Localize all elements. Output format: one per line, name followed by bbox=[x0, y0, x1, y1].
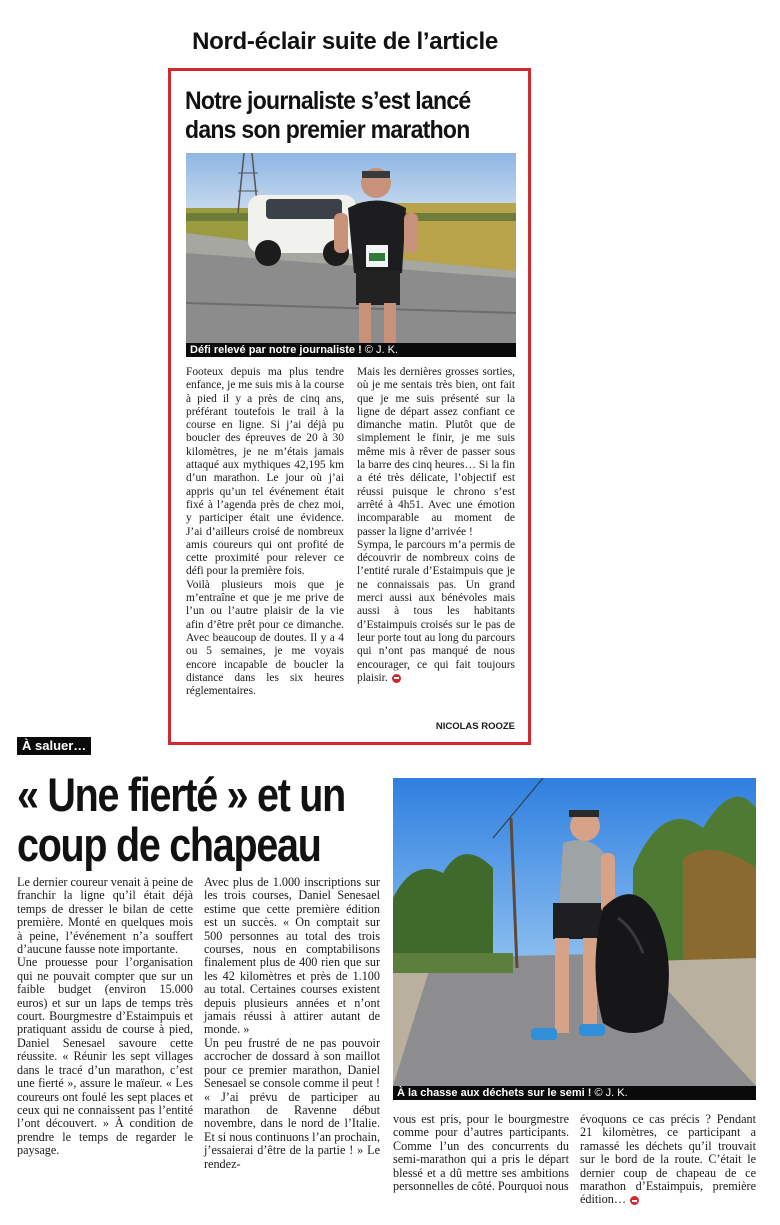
article1-box bbox=[168, 68, 531, 745]
article1-photo bbox=[186, 153, 516, 345]
paragraph: Footeux depuis ma plus tendre enfance, je me suis mis à la course à pied il y a près de cinq ans, préférant toutefois le trail à la course en ligne. Si j’ai déjà pu boucler des épreuves de 20 à 30 kilomètres, je ne m’étais jamais attaqué aux mythiques 42,195 km d’un marathon. Le jour où j’ai appris qu’un tel événement était fixé à l’agenda près de chez moi, y participer était une évidence. J’ai d’ailleurs croisé de nombreux amis coureurs qui ont profité de cette proximité pour relever ce défi pour la première fois. bbox=[186, 366, 344, 578]
paragraph-text: Sympa, le parcours m’a permis de découvrir de nombreux coins de l’entité rurale d’Estaimpuis que je ne connaissais pas. Un grand merci aussi aux bénévoles mais aussi à tous les habitants d’Estaimpuis croisés sur le pas de leur porte tout au long du parcours qui n’ont pas manqué de nous encourager, ce qui fait toujours plaisir. bbox=[357, 538, 515, 684]
paragraph: Avec plus de 1.000 inscriptions sur les trois courses, Daniel Senesael estime que cette première édition est un succès. « On comptait sur 500 personnes au total des trois courses, nous en comptabilisons finalement plus de 400 rien que sur les 42 kilomètres et près de 1.100 au total. Certaines courses existent depuis plusieurs années et n’ont jamais réussi à attirer autant de monde. » bbox=[204, 875, 380, 1037]
article2-column-1 bbox=[17, 876, 193, 1158]
article1-column-2 bbox=[357, 366, 515, 685]
caption-text: À la chasse aux déchets sur le semi ! bbox=[397, 1087, 592, 1099]
caption-text: Défi relevé par notre journaliste ! bbox=[190, 344, 362, 356]
paragraph: Un peu frustré de ne pas pouvoir accrocher de dossard à son maillot pour ce premier marathon, Daniel Senesael se console comme il peut ! « J’ai prévu de participer au marathon de Ravenne début novembre, dans le nord de l’Italie. Et si nous continuons l’an prochain, j’essaierai d’être de la partie ! » Le rendez- bbox=[204, 1035, 380, 1171]
paragraph: Le dernier coureur venait à peine de franchir la ligne qu’il était déjà temps de dresser le bilan de cette première. Monté en quelques mois à peine, l’événement n’a souffert d’aucune fausse note importante. bbox=[17, 875, 193, 957]
paragraph: Mais les dernières grosses sorties, où je me sentais très bien, ont fait que je me suis présenté sur la ligne de départ assez confiant ce dimanche matin. Plutôt que de simplement le finir, je me suis même mis à rêver de passer sous la barre des cinq heures… Si la fin a été très délicate, l’objectif est réussi puisque le chrono s’est arrêté à 4h51. Avec une émotion incomparable au moment de passer la ligne d’arrivée ! bbox=[357, 366, 515, 538]
article2-column-4 bbox=[580, 1113, 756, 1207]
article2-photo-caption bbox=[393, 1086, 756, 1100]
caption-credit: © J. K. bbox=[594, 1087, 628, 1099]
article1-title: Notre journaliste s’est lancé dans son premier marathon bbox=[185, 87, 471, 144]
page-heading: Nord-éclair suite de l’article bbox=[192, 28, 498, 55]
article1-byline: NICOLAS ROOZE bbox=[435, 721, 515, 732]
paragraph bbox=[580, 1113, 756, 1207]
end-of-article-dot-icon bbox=[630, 1196, 639, 1205]
paragraph: vous est pris, pour le bourgmestre comme pour d’autres participants. Comme l’un des concurrents du semi-marathon qui a pris le départ blessé et a dû mettre ses ambitions personnelles de côté. Pourquoi nous bbox=[393, 1112, 569, 1194]
paragraph bbox=[357, 539, 515, 685]
article2-kicker: À saluer… bbox=[17, 737, 91, 755]
article1-column-1 bbox=[186, 366, 344, 698]
article2-photo bbox=[393, 778, 756, 1086]
caption-credit: © J. K. bbox=[364, 344, 399, 356]
article2-title: « Une fierté » et un coup de chapeau bbox=[17, 768, 346, 871]
paragraph: Une prouesse pour l’organisation qui ne pouvait compter que sur un faible budget (environ 15.000 euros) et sur un laps de temps très court. Bourgmestre d’Estaimpuis et pratiquant assidu de course à pied, Daniel Senesael savoure cette réussite. « Réunir les sept villages dans le tracé d’un marathon, c’est une fierté », assure le maïeur. « Les coureurs ont foulé les sept places et ceux qui ne connaissent pas l’entité l’ont découvert. » À condition de prendre le temps de regarder le paysage. bbox=[17, 955, 193, 1158]
article1-photo-caption bbox=[186, 343, 516, 357]
paragraph: Voilà plusieurs mois que je m’entraîne et que je me prive de l’un ou l’autre plaisir de la vie afin d’être prêt pour ce dimanche. Avec beaucoup de doutes. Il y a 4 ou 5 semaines, je me voyais encore incapable de boucler la distance dans les six heures réglementaires. bbox=[186, 578, 344, 698]
article2-column-2 bbox=[204, 876, 380, 1171]
end-of-article-dot-icon bbox=[392, 674, 401, 683]
article2-column-3 bbox=[393, 1113, 569, 1193]
paragraph-text: évoquons ce cas précis ? Pendant 21 kilomètres, ce participant a ramassé les déchets qu’il trouvait sur le bord de la route. C’était le dernier coup de chapeau de ce marathon d’Estaimpuis, première édition… bbox=[580, 1112, 756, 1207]
